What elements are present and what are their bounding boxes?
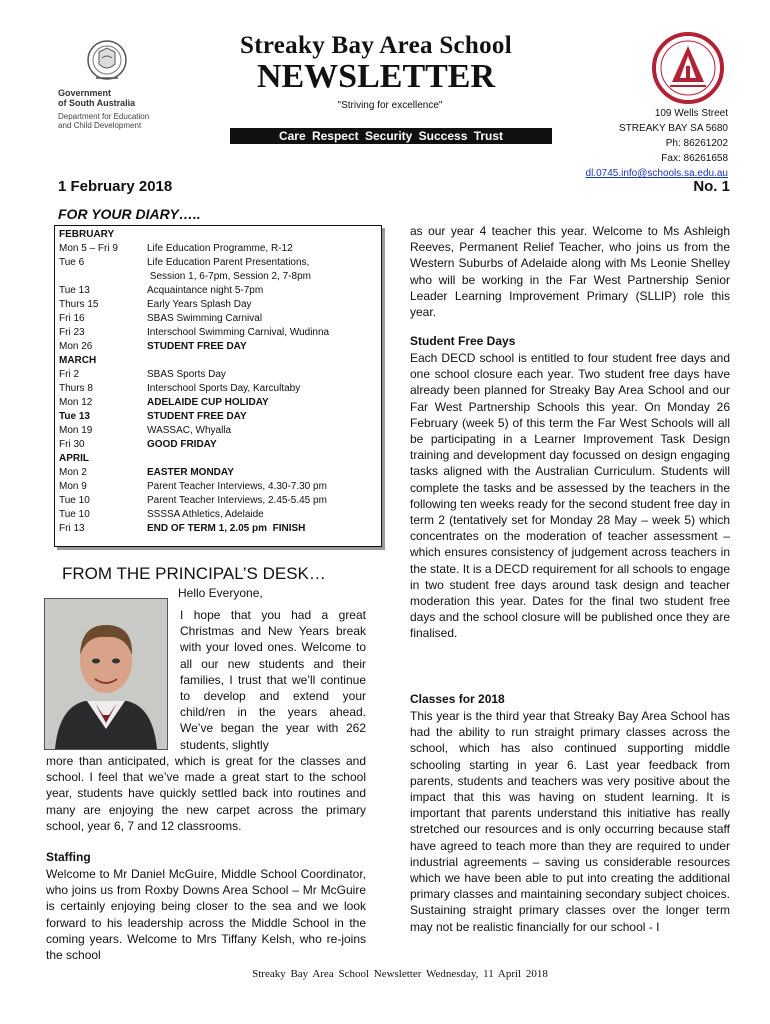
gov-line-1: Government — [58, 88, 112, 98]
address: 109 Wells Street — [654, 108, 728, 119]
diary-row — [59, 438, 217, 452]
diary-date: Mon 19 — [59, 425, 93, 436]
diary-row — [59, 508, 264, 522]
classes-paragraph: This year is the third year that Streaky Bay Area School has had the ability to run straight primary classes across the school, which has also continued supporting middle schooling starting in year 6. Last year feedback from parents, students and teachers was very positive about the impact that this was having on student learning. It is important that parents understand this initiative has really stretched our resources and is only occurring because staff have agreed to teach more than they are required to under industrial agreements – saving us considerable resources which we have been able to put into creating the additional primary classes and maintaining secondary subject choices. Sustaining straight primary classes over the longer term may not be realistic financially for our school - I — [410, 709, 730, 934]
motto: "Striving for excellence" — [337, 100, 443, 111]
gov-line-2: of South Australia — [58, 98, 136, 108]
phone: Ph: 86261202 — [665, 138, 728, 149]
diary-date: APRIL — [59, 453, 89, 464]
government-logo — [58, 38, 158, 130]
dept-line-2: and Child Development — [58, 121, 142, 130]
diary-row — [59, 494, 327, 508]
diary-date: Fri 30 — [59, 439, 85, 450]
issue-date: 1 February 2018 — [58, 178, 173, 195]
school-crest-icon — [640, 32, 736, 106]
diary-row — [59, 256, 309, 270]
diary-event: Acquaintance night 5-7pm — [147, 285, 264, 296]
diary-date: FEBRUARY — [59, 229, 115, 240]
diary-event: STUDENT FREE DAY — [147, 341, 247, 352]
diary-event: GOOD FRIDAY — [147, 439, 217, 450]
diary-row — [59, 340, 247, 354]
greeting: Hello Everyone, — [178, 586, 263, 600]
diary-month — [59, 354, 147, 368]
staffing-paragraph: Welcome to Mr Daniel McGuire, Middle School Coordinator, who joins us from Roxby Downs Area School – Mr McGuire is certainly enjoying being closer to the sea and we look forward to his leadership across the Middle School in the coming years. Welcome to Mrs Tiffany Kelsh, who re-joins the school — [46, 867, 366, 963]
fax: Fax: 86261658 — [661, 153, 728, 164]
dept-line-1: Department for Education — [58, 112, 150, 121]
diary-date: Mon 9 — [59, 481, 87, 492]
diary-date: Fri 13 — [59, 523, 85, 534]
diary-date: Tue 13 — [59, 285, 90, 296]
diary-event: Parent Teacher Interviews, 2.45-5.45 pm — [147, 495, 327, 506]
diary-event: Interschool Sports Day, Karcultaby — [147, 383, 301, 394]
diary-row — [59, 270, 311, 284]
diary-row — [59, 466, 234, 480]
diary-row — [59, 242, 293, 256]
footer: Streaky Bay Area School Newsletter Wednesday, 11 April 2018 — [252, 968, 548, 980]
portrait-icon — [45, 599, 167, 749]
diary-date: Tue 13 — [59, 411, 90, 422]
diary-date: Mon 26 — [59, 341, 93, 352]
diary-date: Tue 10 — [59, 495, 90, 506]
diary-row — [59, 312, 262, 326]
diary-event: END OF TERM 1, 2.05 pm FINISH — [147, 523, 306, 534]
diary-date: MARCH — [59, 355, 97, 366]
diary-date: Mon 2 — [59, 467, 87, 478]
newsletter-title: NEWSLETTER — [256, 58, 496, 95]
email-link[interactable]: dl.0745.info@schools.sa.edu.au — [585, 168, 728, 179]
issue-number: No. 1 — [693, 178, 730, 195]
diary-box — [54, 225, 382, 547]
diary-event: STUDENT FREE DAY — [147, 411, 247, 422]
principal-heading: FROM THE PRINCIPAL’S DESK… — [62, 564, 326, 583]
values-bar: Care Respect Security Success Trust — [230, 128, 552, 144]
diary-date: Thurs 15 — [59, 299, 99, 310]
diary-row — [59, 396, 269, 410]
diary-event: WASSAC, Whyalla — [147, 425, 232, 436]
diary-event: Interschool Swimming Carnival, Wudinna — [147, 327, 330, 338]
diary-row — [59, 410, 247, 424]
diary-month — [59, 228, 147, 242]
diary-event: Parent Teacher Interviews, 4.30-7.30 pm — [147, 481, 327, 492]
diary-row — [59, 284, 263, 298]
diary-heading: FOR YOUR DIARY….. — [58, 206, 201, 222]
diary-event: SBAS Swimming Carnival — [147, 313, 263, 324]
diary-row — [59, 522, 305, 536]
diary-date: Tue 10 — [59, 509, 90, 520]
diary-date: Fri 23 — [59, 327, 85, 338]
diary-date: Fri 2 — [59, 369, 79, 380]
coat-of-arms-icon — [82, 38, 132, 86]
diary-event: ADELAIDE CUP HOLIDAY — [147, 397, 269, 408]
diary-event: Life Education Parent Presentations, — [147, 257, 310, 268]
principal-paragraph-1-cont: more than anticipated, which is great for the classes and school. I feel that we’ve made a great start to the school year, students have quickly settled back into routines and many are enjoying the new carpet across the primary school, year 6, 7 and 12 classrooms. — [46, 754, 366, 833]
diary-event: SBAS Sports Day — [147, 369, 226, 380]
diary-date: Thurs 8 — [59, 383, 93, 394]
staffing-heading: Staffing — [46, 850, 91, 864]
diary-event: EASTER MONDAY — [147, 467, 234, 478]
diary-row — [59, 424, 231, 438]
student-free-days-heading: Student Free Days — [410, 334, 516, 348]
staffing-paragraph-cont: as our year 4 teacher this year. Welcome to Ms Ashleigh Reeves, Permanent Relief Teacher, who joins us from the Western Suburbs of Adelaide along with Ms Leonie Shelley who will be working in the Far West Partnership Senior Leader Learning Improvement Primary (SLLIP) role this year. — [410, 224, 730, 320]
diary-row — [59, 326, 329, 340]
diary-date: Tue 6 — [59, 257, 85, 268]
school-name: Streaky Bay Area School — [240, 32, 512, 59]
diary-event: Early Years Splash Day — [147, 299, 252, 310]
diary-event: Session 1, 6-7pm, Session 2, 7-8pm — [147, 271, 311, 282]
diary-event: Life Education Programme, R-12 — [147, 243, 293, 254]
classes-heading: Classes for 2018 — [410, 692, 505, 706]
diary-date: Mon 12 — [59, 397, 93, 408]
diary-event: SSSSA Athletics, Adelaide — [147, 509, 264, 520]
diary-month — [59, 452, 147, 466]
department-label — [58, 112, 162, 130]
student-free-days-paragraph: Each DECD school is entitled to four student free days and one school closure each year. Two student free days have already been planned for Streaky Bay Area School and our Far West Partnership Schools this year. On Monday 26 February (week 5) of this term the Far West Schools will all be participating in a Learner Improvement Task Design training and development day focussed on design engaging tasks aligned with the Australian Curriculum. Students will complete the tasks and be assessed by the teachers in the following ten weeks ready for the second student free day in term 2 (tentatively set for Monday 28 May – week 5) which concentrates on the moderation of teacher assessment – which ensures consistency of judgement across teachers in the state. It is a DECD requirement for all schools to engage in two student free days around task design and teacher moderation this year. Dates for the final two student free days and the school closure will be published once they are finalised. — [410, 351, 730, 641]
diary-row — [59, 480, 327, 494]
town: STREAKY BAY SA 5680 — [619, 123, 728, 134]
contact-block — [560, 106, 728, 181]
government-label — [58, 88, 162, 108]
diary-date: Fri 16 — [59, 313, 85, 324]
diary-date: Mon 5 – Fri 9 — [59, 243, 118, 254]
diary-row — [59, 368, 226, 382]
principal-paragraph-1: I hope that you had a great Christmas and New Years break with your loved ones. Welcome to all our new students and their families, I trust that we’ll continue to develop and extend your child/ren in the years ahead. We’ve began the year with 262 students, slightly — [180, 608, 366, 752]
diary-row — [59, 382, 300, 396]
diary-row — [59, 298, 252, 312]
principal-photo — [44, 598, 168, 750]
